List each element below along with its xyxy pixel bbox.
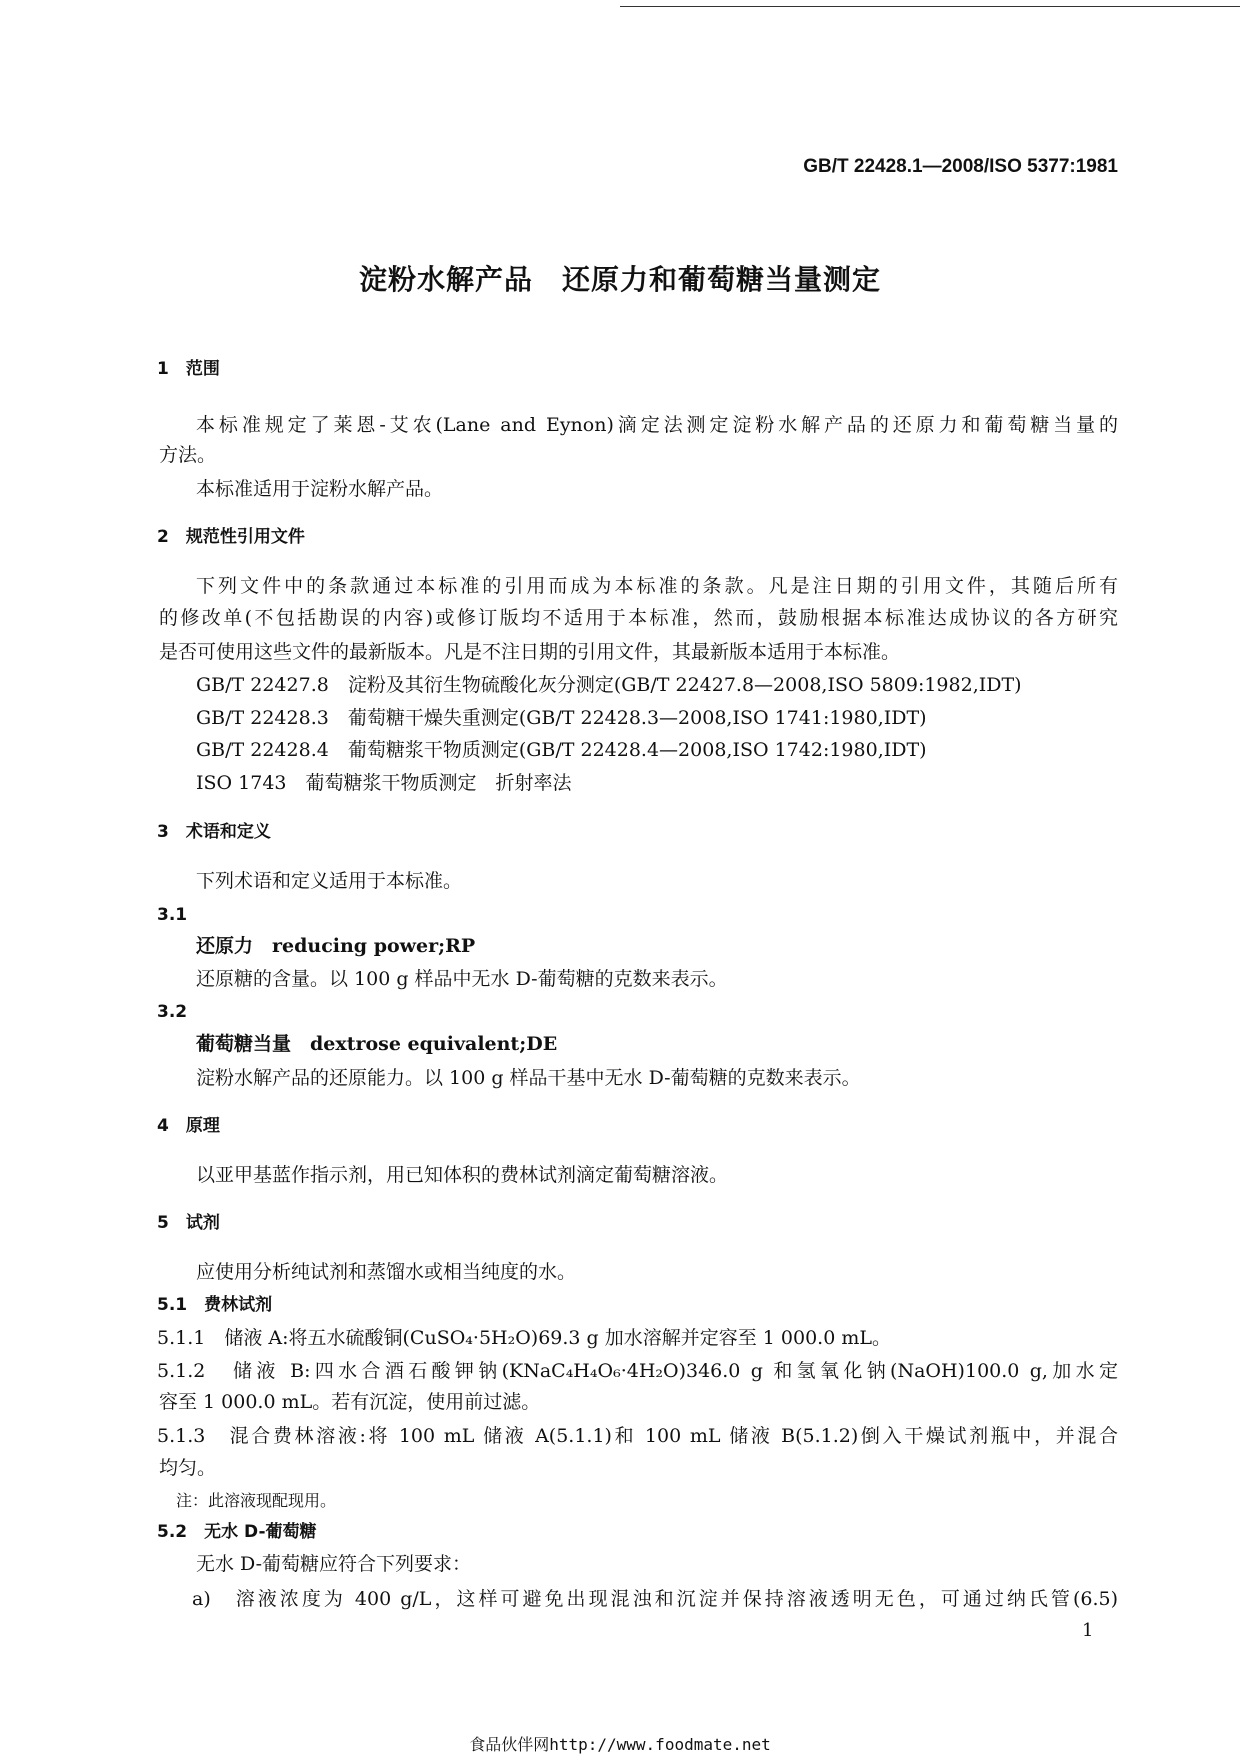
definition: 还原糖的含量。以 100 g 样品中无水 D-葡萄糖的克数来表示。 bbox=[196, 968, 728, 990]
section-1-heading: 1 范围 bbox=[157, 359, 220, 379]
paragraph: 均匀。 bbox=[159, 1457, 217, 1479]
paragraph: 是否可使用这些文件的最新版本。凡是不注日期的引用文件，其最新版本适用于本标准。 bbox=[159, 641, 901, 663]
term: 还原力 reducing power;RP bbox=[196, 935, 476, 957]
note: 注：此溶液现配现用。 bbox=[176, 1491, 337, 1510]
reference-item: GB/T 22428.3 葡萄糖干燥失重测定(GB/T 22428.3—2008,ISO 1741:1980,IDT) bbox=[196, 707, 927, 729]
term: 葡萄糖当量 dextrose equivalent;DE bbox=[196, 1033, 558, 1055]
section-4-heading: 4 原理 bbox=[157, 1116, 220, 1136]
paragraph: 下列文件中的条款通过本标准的引用而成为本标准的条款。凡是注日期的引用文件，其随后所有 bbox=[196, 575, 1118, 597]
reference-item: GB/T 22427.8 淀粉及其衍生物硫酸化灰分测定(GB/T 22427.8—2008,ISO 5809:1982,IDT) bbox=[196, 674, 1022, 696]
term-number: 3.2 bbox=[157, 1002, 188, 1022]
paragraph: 方法。 bbox=[159, 444, 217, 466]
paragraph: 的修改单(不包括勘误的内容)或修订版均不适用于本标准，然而，鼓励根据本标准达成协议的各方研究 bbox=[159, 607, 1118, 629]
scan-edge-line bbox=[620, 6, 1240, 7]
standard-number: GB/T 22428.1—2008/ISO 5377:1981 bbox=[803, 156, 1118, 177]
section-2-heading: 2 规范性引用文件 bbox=[157, 527, 305, 547]
paragraph: 5.1.2 储液 B:四水合酒石酸钾钠(KNaC₄H₄O₆·4H₂O)346.0 g 和氢氧化钠(NaOH)100.0 g,加水定 bbox=[157, 1360, 1118, 1382]
section-3-heading: 3 术语和定义 bbox=[157, 822, 271, 842]
paragraph: 无水 D-葡萄糖应符合下列要求： bbox=[196, 1553, 472, 1575]
reference-item: GB/T 22428.4 葡萄糖浆干物质测定(GB/T 22428.4—2008,ISO 1742:1980,IDT) bbox=[196, 739, 927, 761]
document-title: 淀粉水解产品 还原力和葡萄糖当量测定 bbox=[358, 263, 881, 296]
term-number: 3.1 bbox=[157, 905, 188, 925]
list-item: a) 溶液浓度为 400 g/L，这样可避免出现混浊和沉淀并保持溶液透明无色，可通过纳氏管(6.5) bbox=[192, 1588, 1118, 1610]
subsection-heading: 5.1 费林试剂 bbox=[157, 1295, 273, 1315]
paragraph: 本标准规定了莱恩-艾农(Lane and Eynon)滴定法测定淀粉水解产品的还原力和葡萄糖当量的 bbox=[196, 414, 1118, 436]
definition: 淀粉水解产品的还原能力。以 100 g 样品干基中无水 D-葡萄糖的克数来表示。 bbox=[196, 1067, 861, 1089]
paragraph: 本标准适用于淀粉水解产品。 bbox=[196, 478, 444, 500]
subsection-heading: 5.2 无水 D-葡萄糖 bbox=[157, 1522, 317, 1542]
paragraph: 下列术语和定义适用于本标准。 bbox=[196, 870, 463, 892]
section-5-heading: 5 试剂 bbox=[157, 1213, 220, 1233]
paragraph: 5.1.3 混合费林溶液:将 100 mL 储液 A(5.1.1)和 100 mL 储液 B(5.1.2)倒入干燥试剂瓶中，并混合 bbox=[157, 1425, 1118, 1447]
paragraph: 应使用分析纯试剂和蒸馏水或相当纯度的水。 bbox=[196, 1261, 577, 1283]
paragraph: 容至 1 000.0 mL。若有沉淀，使用前过滤。 bbox=[159, 1391, 541, 1413]
paragraph: 5.1.1 储液 A:将五水硫酸铜(CuSO₄·5H₂O)69.3 g 加水溶解并定容至 1 000.0 mL。 bbox=[157, 1327, 891, 1349]
page-number: 1 bbox=[1082, 1620, 1094, 1641]
reference-item: ISO 1743 葡萄糖浆干物质测定 折射率法 bbox=[196, 772, 572, 794]
footer-watermark: 食品伙伴网http://www.foodmate.net bbox=[469, 1735, 771, 1754]
paragraph: 以亚甲基蓝作指示剂，用已知体积的费林试剂滴定葡萄糖溶液。 bbox=[196, 1164, 729, 1186]
